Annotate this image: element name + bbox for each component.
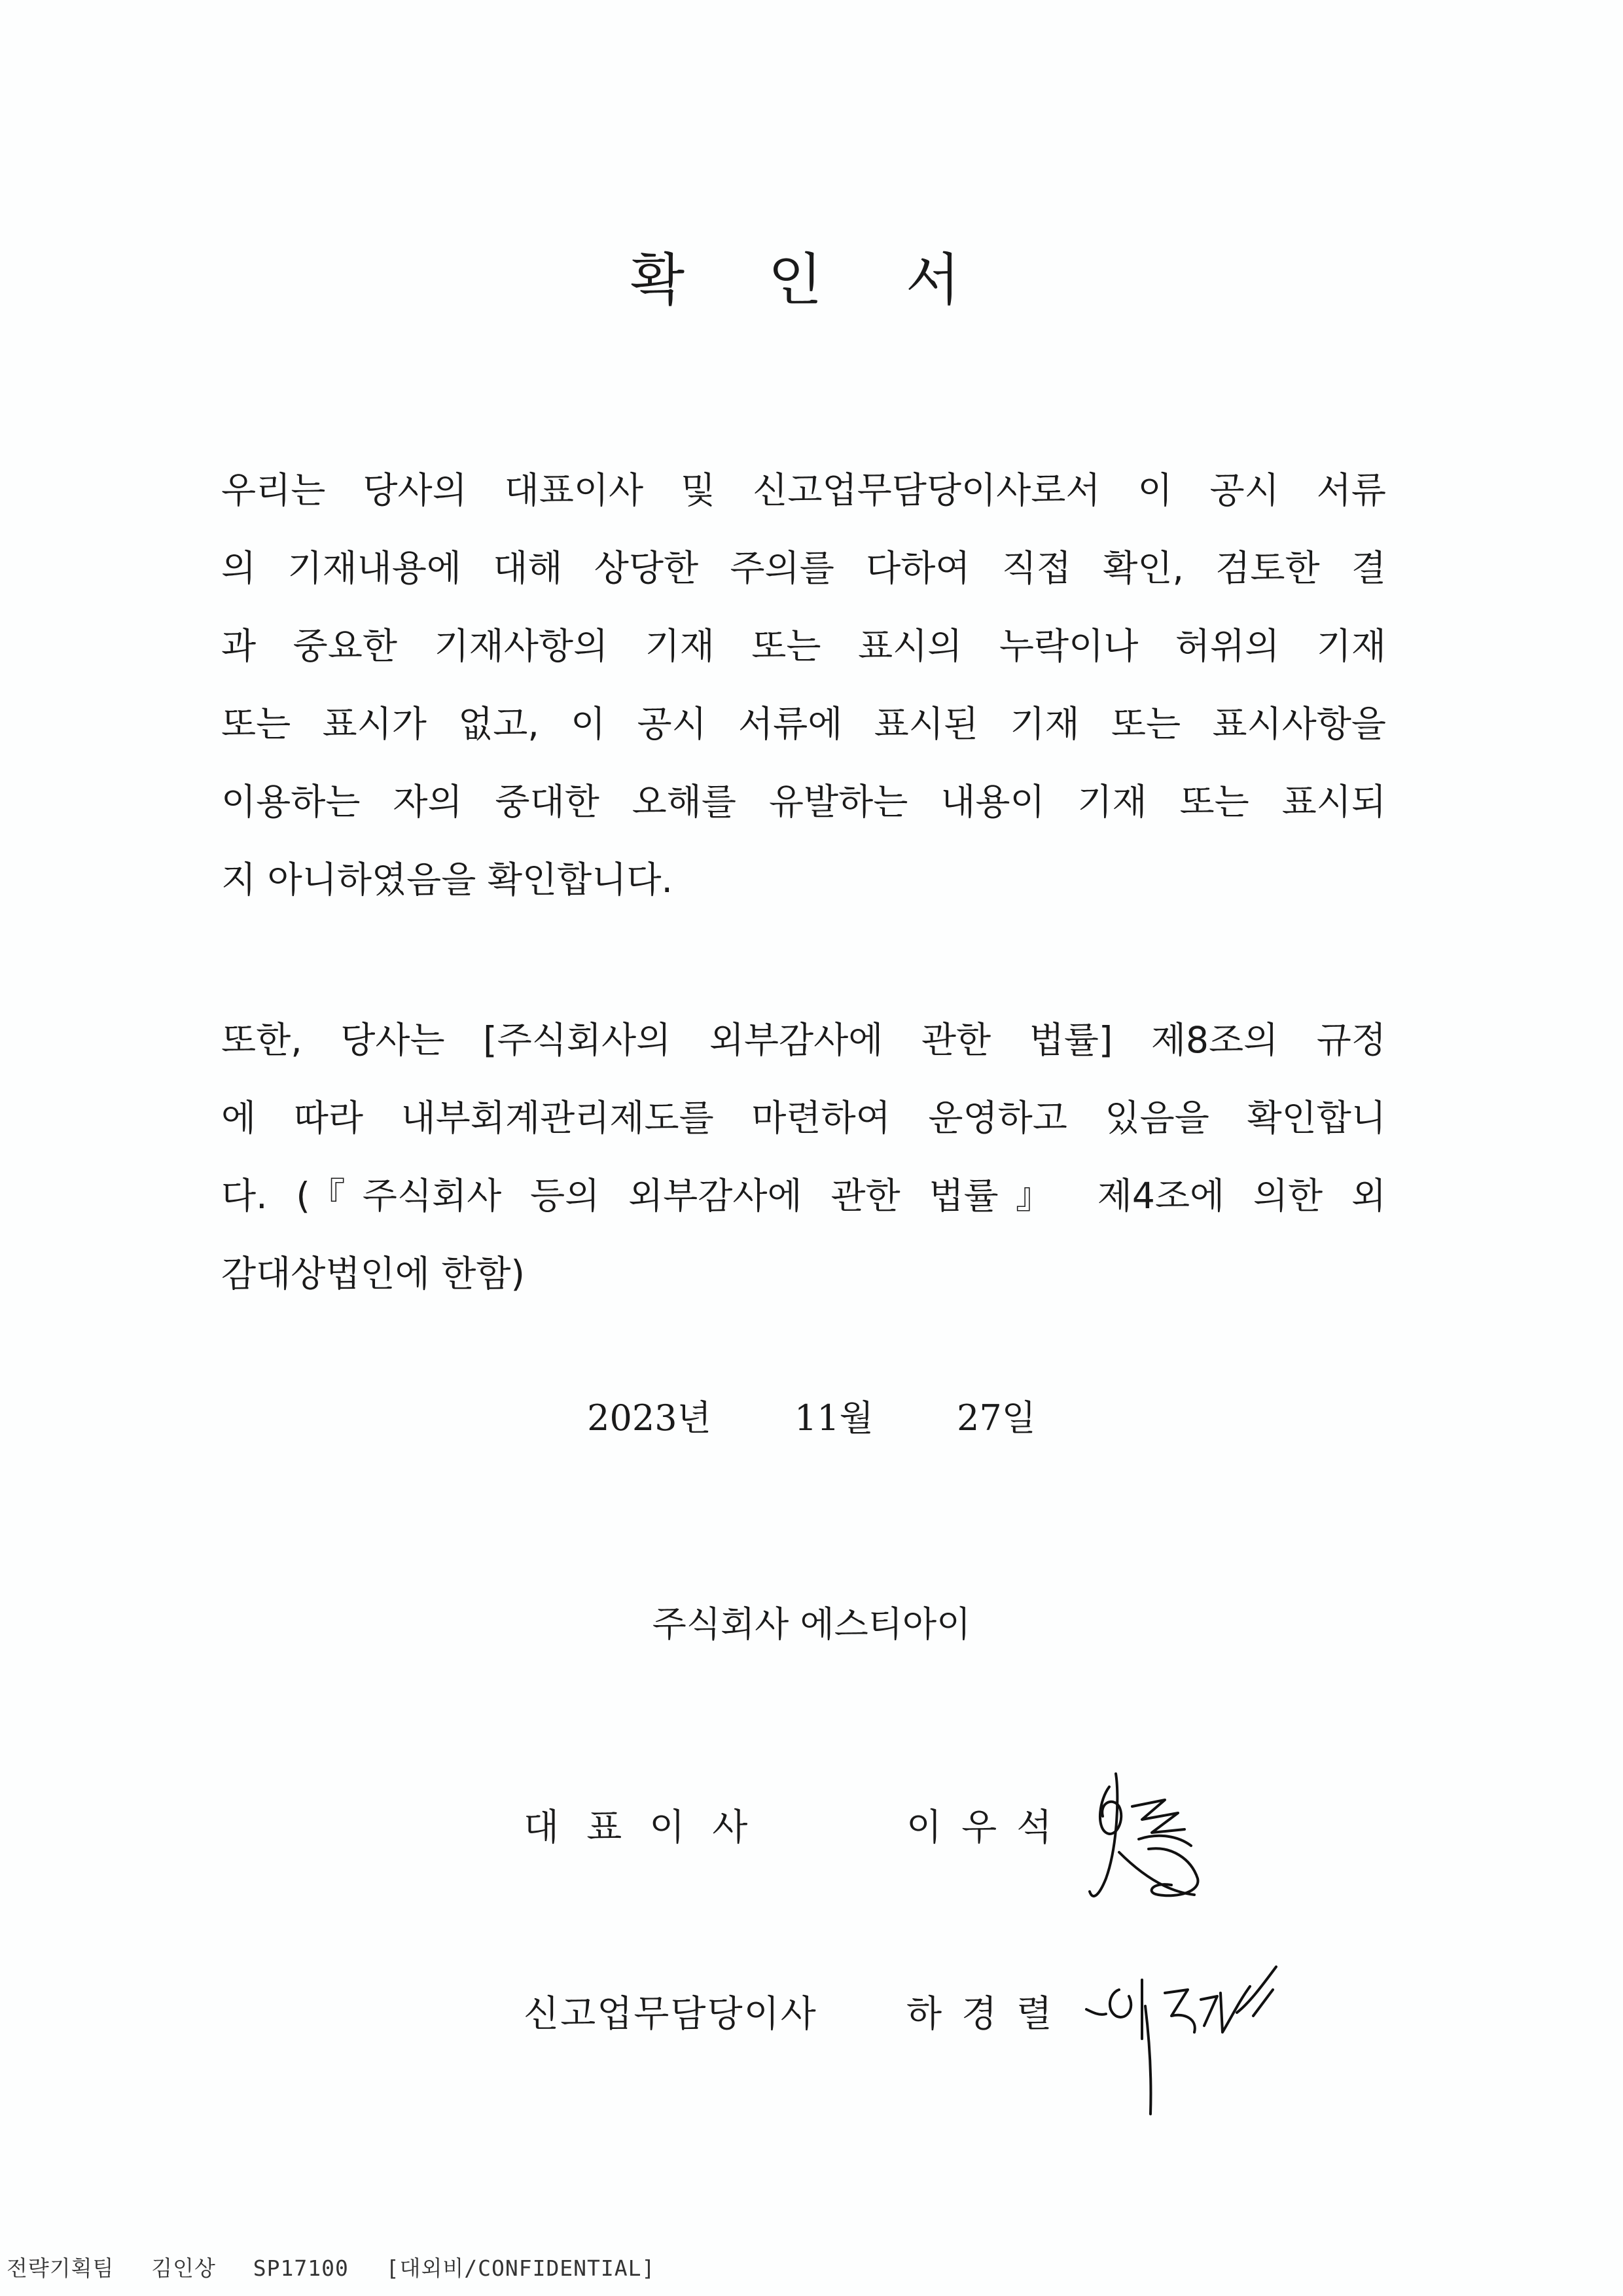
internal-control-paragraph — [221, 1001, 1386, 1313]
footer-classification: [대외비/CONFIDENTIAL] — [385, 2255, 656, 2281]
signatory-role: 신고업무담당이사 — [524, 1993, 817, 2036]
paragraph-line: 또는 표시가 없고, 이 공시 서류에 표시된 기재 또는 표시사항을 — [221, 703, 1386, 745]
footer-person: 김인상 — [151, 2255, 216, 2281]
paragraph-line: 감대상법인에 한함) — [221, 1253, 525, 1295]
document-date — [0, 1397, 1623, 1439]
paragraph-line: 이용하는 자의 중대한 오해를 유발하는 내용이 기재 또는 표시되 — [221, 781, 1386, 823]
footer-team: 전략기획팀 — [7, 2255, 115, 2281]
paragraph-line: 우리는 당사의 대표이사 및 신고업무담당이사로서 이 공시 서류 — [221, 469, 1386, 511]
signatory-role: 대표이사 — [524, 1806, 776, 1849]
handwritten-signature — [1080, 1767, 1224, 1918]
handwritten-signature — [1080, 1954, 1296, 2124]
paragraph-line: 다. (『주식회사 등의 외부감사에 관한 법률』 제4조에 의한 외 — [221, 1175, 1386, 1217]
paragraph-line: 과 중요한 기재사항의 기재 또는 표시의 누락이나 허위의 기재 — [221, 625, 1386, 667]
date-year: 2023년 — [587, 1397, 711, 1439]
date-day: 27일 — [956, 1397, 1036, 1439]
paragraph-line: 에 따라 내부회계관리제도를 마련하여 운영하고 있음을 확인합니 — [221, 1097, 1386, 1139]
signatory-name: 하경렬 — [906, 1993, 1072, 2036]
footer-code: SP17100 — [253, 2255, 349, 2281]
date-month: 11월 — [794, 1397, 874, 1439]
company-name: 주식회사 에스티아이 — [652, 1604, 971, 1645]
signatory-ceo — [0, 1767, 1623, 1898]
paragraph-line: 또한, 당사는 [주식회사의 외부감사에 관한 법률] 제8조의 규정 — [221, 1019, 1386, 1061]
signatory-reporting-director — [0, 1954, 1623, 2085]
confirmation-paragraph — [221, 452, 1386, 919]
signatory-name: 이우석 — [906, 1806, 1072, 1849]
footer-stamp — [7, 2251, 679, 2282]
document-title: 확 인 서 — [630, 247, 993, 313]
paragraph-line: 의 기재내용에 대해 상당한 주의를 다하여 직접 확인, 검토한 결 — [221, 547, 1386, 589]
paragraph-line: 지 아니하였음을 확인합니다. — [221, 859, 673, 901]
